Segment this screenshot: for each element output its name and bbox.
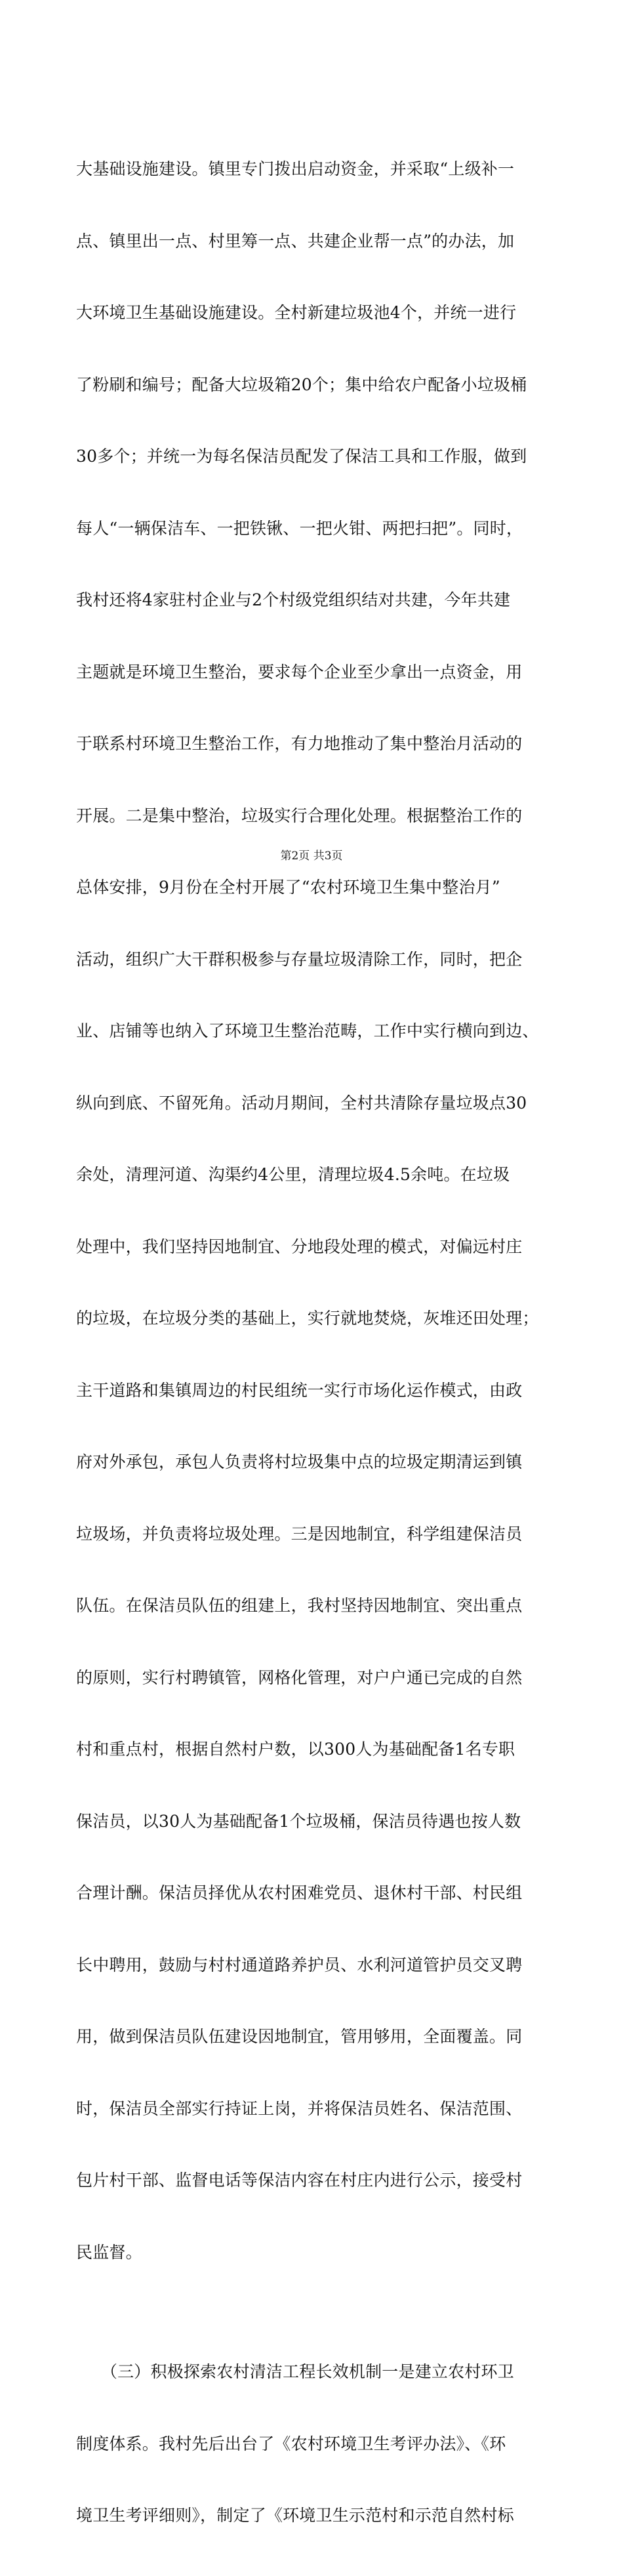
text-line: 保洁员，以30人为基础配备1个垃圾桶，保洁员待遇也按人数	[76, 1811, 521, 1831]
text-line: 余处，清理河道、沟渠约4公里，清理垃圾4.5余吨。在垃圾	[76, 1165, 510, 1184]
text-line: 处理中，我们坚持因地制宜、分地段处理的模式，对偏远村庄	[76, 1237, 523, 1256]
page-number-label: 第2页 共3页	[280, 849, 343, 863]
text-line: 我村还将4家驻村企业与2个村级党组织结对共建，今年共建	[76, 590, 511, 609]
text-line: 30多个；并统一为每名保洁员配发了保洁工具和工作服，做到	[76, 447, 527, 466]
text-line: （三）积极探索农村清洁工程长效机制一是建立农村环卫	[76, 2362, 514, 2381]
text-line: 包片村干部、监督电话等保洁内容在村庄内进行公示，接受村	[76, 2171, 523, 2190]
text-line: 队伍。在保洁员队伍的组建上，我村坚持因地制宜、突出重点	[76, 1596, 523, 1615]
text-line: 时，保洁员全部实行持证上岗，并将保洁员姓名、保洁范围、	[76, 2098, 523, 2118]
text-line: 主干道路和集镇周边的村民组统一实行市场化运作模式，由政	[76, 1380, 523, 1400]
page-footer	[0, 846, 623, 863]
text-line: 境卫生考评细则》，制定了《环境卫生示范村和示范自然村标	[76, 2506, 514, 2525]
text-line: 纵向到底、不留死角。活动月期间，全村共清除存量垃圾点30	[76, 1093, 527, 1113]
text-line: 村和重点村，根据自然村户数，以300人为基础配备1名专职	[76, 1740, 515, 1759]
text-line: 府对外承包，承包人负责将村垃圾集中点的垃圾定期清运到镇	[76, 1452, 523, 1471]
text-line: 于联系村环境卫生整治工作，有力地推动了集中整治月活动的	[76, 734, 523, 753]
text-line: 大基础设施建设。镇里专门拨出启动资金，并采取“上级补一	[76, 159, 515, 178]
text-line: 主题就是环境卫生整治，要求每个企业至少拿出一点资金，用	[76, 662, 523, 682]
text-line: 民监督。	[76, 2242, 142, 2262]
text-line: 每人“一辆保洁车、一把铁锹、一把火钳、两把扫把”。同时，	[76, 518, 523, 538]
text-line: 点、镇里出一点、村里筹一点、共建企业帮一点”的办法，加	[76, 231, 515, 251]
paragraph-2	[76, 2312, 553, 2576]
paragraph-1	[76, 110, 553, 2312]
text-line: 的垃圾，在垃圾分类的基础上，实行就地焚烧，灰堆还田处理；	[76, 1309, 539, 1328]
text-line: 的原则，实行村聘镇管，网格化管理，对户户通已完成的自然	[76, 1667, 523, 1687]
text-line: 大环境卫生基础设施建设。全村新建垃圾池4个，并统一进行	[76, 303, 517, 322]
text-line: 合理计酬。保洁员择优从农村困难党员、退休村干部、村民组	[76, 1883, 523, 1902]
text-line: 活动，组织广大干群积极参与存量垃圾清除工作，同时，把企	[76, 949, 523, 969]
text-line: 用，做到保洁员队伍建设因地制宜，管用够用，全面覆盖。同	[76, 2027, 523, 2046]
text-line: 了粉刷和编号；配备大垃圾箱20个；集中给农户配备小垃圾桶	[76, 375, 527, 394]
text-line: 总体安排，9月份在全村开展了“农村环境卫生集中整治月”	[76, 878, 500, 897]
document-body	[76, 110, 553, 2576]
text-line: 长中聘用，鼓励与村村通道路养护员、水利河道管护员交叉聘	[76, 1955, 523, 1974]
text-line: 开展。二是集中整治，垃圾实行合理化处理。根据整治工作的	[76, 806, 523, 825]
text-line: 业、店铺等也纳入了环境卫生整治范畴，工作中实行横向到边、	[76, 1021, 539, 1040]
text-line: 制度体系。我村先后出台了《农村环境卫生考评办法》、《环	[76, 2434, 506, 2453]
text-line: 垃圾场，并负责将垃圾处理。三是因地制宜，科学组建保洁员	[76, 1524, 523, 1544]
